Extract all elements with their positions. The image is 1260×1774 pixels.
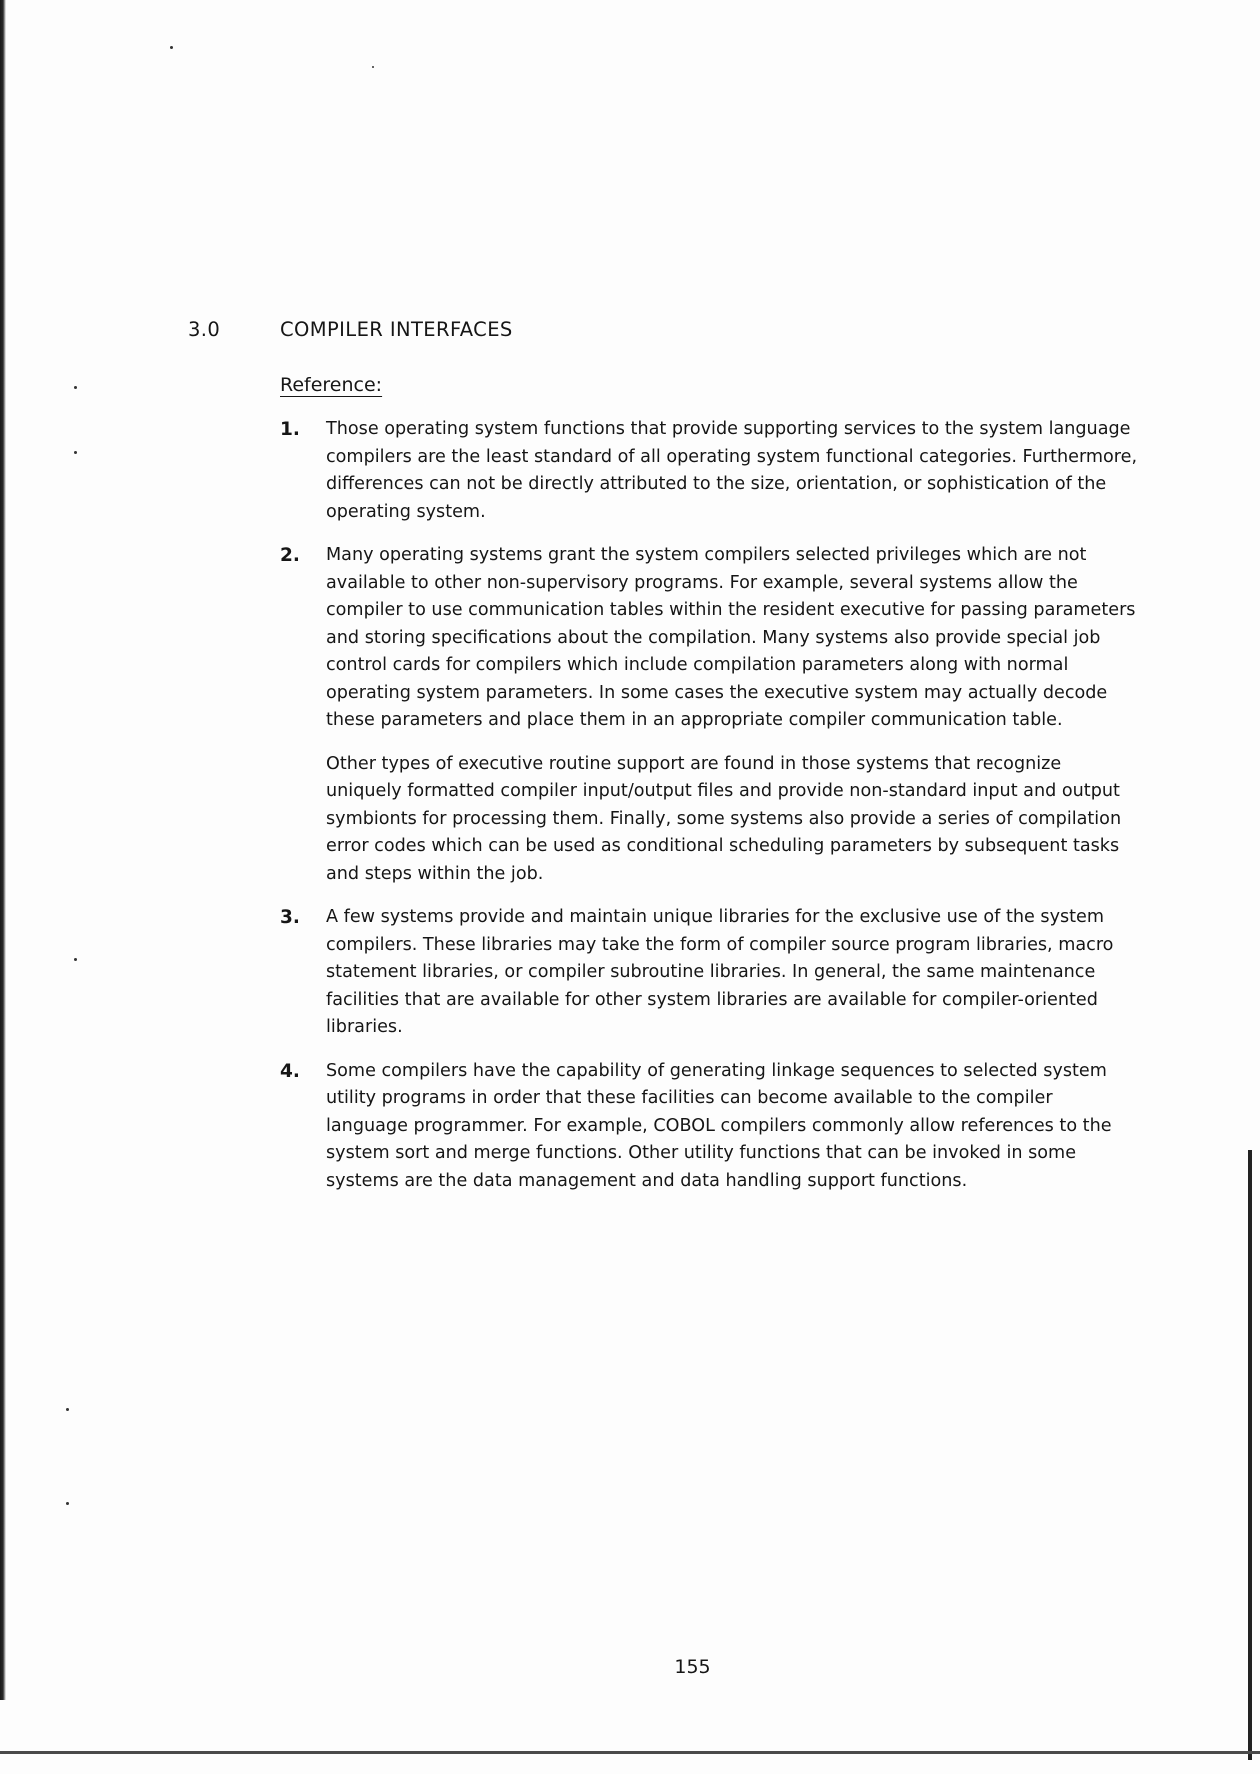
item-paragraph: Other types of executive routine support are found in those systems that recognize uniquely formatted compiler input/output files and provide non-standard input and output symbionts for processing them. Finally, some systems also provide a series of compilation error codes which can be used as conditional scheduling parameters by subsequent tasks and steps within the job. — [326, 753, 1122, 884]
item-paragraph: A few systems provide and maintain unique libraries for the exclusive use of the system compilers. These libraries may take the form of compiler source program libraries, macro statement libraries, or compiler subroutine libraries. In general, the same maintenance facilities that are available for other system libraries are available for compiler-oriented libraries. — [326, 907, 1114, 1037]
list-item — [280, 1058, 1140, 1196]
scan-speck — [66, 1502, 69, 1505]
scan-edge-left — [0, 0, 6, 1700]
section-number: 3.0 — [188, 318, 221, 341]
section-heading — [188, 318, 513, 341]
item-number: 4. — [280, 1060, 300, 1082]
list-item — [280, 542, 1140, 888]
item-body — [326, 542, 1140, 888]
list-item — [280, 416, 1140, 526]
reference-list — [280, 416, 1140, 1211]
item-body — [326, 904, 1140, 1042]
item-number: 3. — [280, 907, 300, 928]
reference-label: Reference: — [280, 374, 383, 396]
item-body — [326, 416, 1140, 526]
item-number: 1. — [280, 419, 300, 440]
scan-speck — [74, 386, 77, 389]
item-paragraph: Those operating system functions that provide supporting services to the system language compilers are the least standard of all operating system functional categories. Furthermore, differences can not be directly attributed to the size, orientation, or sophistication of the operating system. — [326, 419, 1138, 522]
section-title: COMPILER INTERFACES — [280, 318, 513, 341]
item-body — [326, 1058, 1140, 1196]
scan-speck — [372, 66, 374, 68]
list-item — [280, 904, 1140, 1042]
page-number: 155 — [674, 1656, 711, 1678]
item-number: 2. — [280, 545, 300, 566]
scan-speck — [66, 1408, 69, 1411]
item-paragraph: Many operating systems grant the system compilers selected privileges which are not available to other non-supervisory programs. For example, several systems allow the compiler to use communication tables within the resident executive for passing parameters and storing specifications about the compilation. Many systems also provide special job control cards for compilers which include compilation parameters along with normal operating system parameters. In some cases the executive system may actually decode these parameters and place them in an appropriate compiler communication table. — [326, 545, 1136, 730]
scan-edge-bottom — [0, 1751, 1260, 1754]
scan-speck — [170, 46, 173, 49]
scan-speck — [74, 451, 77, 454]
scan-speck — [74, 958, 77, 961]
item-paragraph: Some compilers have the capability of generating linkage sequences to selected system utility programs in order that these facilities can become available to the compiler language programmer. For example, COBOL compilers commonly allow references to the system sort and merge functions. Other utility functions that can be invoked in some systems are the data management and data handling support functions. — [326, 1060, 1112, 1191]
